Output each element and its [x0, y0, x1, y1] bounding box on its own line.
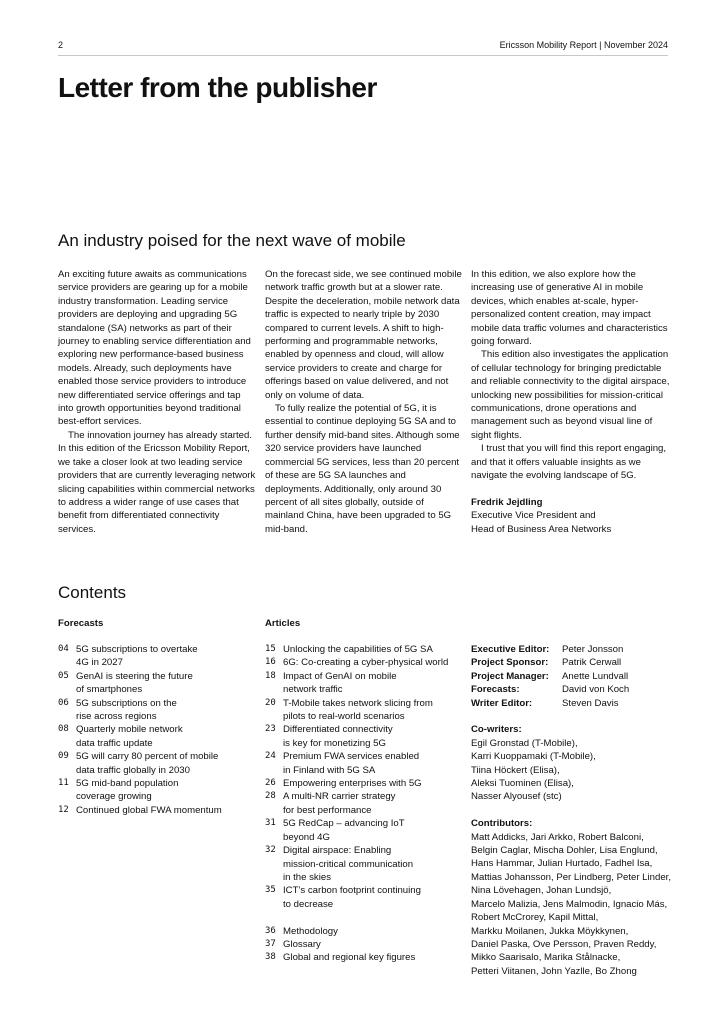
credit-person: Peter Jonsson [562, 644, 624, 655]
credit-role: Writer Editor: [471, 697, 533, 709]
toc-title: A multi-NR carrier strategy for best performance [283, 791, 396, 816]
toc-item[interactable] [265, 925, 448, 938]
letter-subtitle: An industry poised for the next wave of mobile [58, 231, 406, 250]
toc-item[interactable] [265, 697, 448, 724]
toc-title: ICT’s carbon footprint continuing to decrease [283, 885, 421, 910]
page-number: 2 [58, 40, 64, 50]
toc-title: 5G subscriptions on the rise across regions [76, 697, 177, 723]
toc-item[interactable] [265, 670, 448, 697]
credit-row [471, 670, 671, 683]
toc-page-number: 16 [265, 657, 276, 668]
toc-page-number: 05 [58, 670, 69, 681]
toc-page-number: 26 [265, 778, 276, 789]
letter-column-3 [471, 268, 671, 536]
toc-page-number: 09 [58, 751, 69, 762]
toc-title: Unlocking the capabilities of 5G SA [283, 644, 433, 655]
toc-title: Methodology [283, 925, 338, 937]
credit-role: Forecasts: [471, 684, 520, 696]
credit-row [471, 697, 671, 710]
toc-page-number: 38 [265, 952, 276, 963]
credit-role: Executive Editor: [471, 644, 550, 655]
credit-role: Project Sponsor: [471, 657, 549, 669]
toc-title: T-Mobile takes network slicing from pilots to real-world scenarios [283, 697, 433, 723]
toc-item[interactable] [265, 750, 448, 777]
page-title: Letter from the publisher [58, 72, 377, 103]
paragraph: An exciting future awaits as communications service providers are gearing up for a mobile industry transformation. Leading service providers are deploying and upgrading 5G standalone (SA) networks as part of their journey to enabling service differentiation and exploring new performance-based business models. Already, such deployments have enabled those service providers to introduce new differentiated service offerings and tap into growth opportunities beyond traditional best-effort services. [58, 269, 251, 428]
toc-item[interactable] [58, 723, 222, 750]
articles-heading: Articles [265, 618, 301, 629]
toc-page-number: 06 [58, 697, 69, 708]
toc-page-number: 37 [265, 938, 276, 949]
credit-person: David von Koch [562, 684, 630, 696]
toc-title: Differentiated connectivity is key for monetizing 5G [283, 724, 393, 749]
toc-title: Digital airspace: Enabling mission-critical communication in the skies [283, 845, 414, 883]
paragraph: The innovation journey has already started. In this edition of the Ericsson Mobility Report, we take a closer look at two leading service providers that are currently leveraging network slicing capabilities within commercial networks to address a wider range of use cases that benefit from differentiated connectivity services. [58, 429, 256, 535]
toc-title: GenAI is steering the future of smartphones [76, 670, 193, 696]
letter-column-2 [265, 268, 465, 536]
toc-item[interactable] [58, 697, 222, 724]
signature-title: Executive Vice President and Head of Business Area Networks [471, 510, 612, 535]
paragraph: On the forecast side, we see continued mobile network traffic growth but at a slower rate. Despite the deceleration, mobile network data traffic is expected to nearly triple by 2030 compared to current levels. A shift to high-performing and programmable networks, enabled by openness and cloud, will allow service providers to create and charge for offerings based on value delivered, and not only on volume of data. [265, 269, 462, 401]
toc-item[interactable] [58, 750, 222, 777]
toc-page-number: 35 [265, 885, 276, 896]
toc-title: Glossary [283, 938, 321, 950]
toc-item[interactable] [265, 790, 448, 817]
toc-title: 5G subscriptions to overtake 4G in 2027 [76, 644, 198, 669]
toc-item[interactable] [265, 951, 448, 964]
toc-page-number: 11 [58, 778, 69, 789]
toc-title: 6G: Co-creating a cyber-physical world [283, 657, 449, 669]
toc-page-number: 12 [58, 804, 69, 815]
toc-page-number: 31 [265, 818, 276, 829]
toc-item[interactable] [58, 643, 222, 670]
toc-page-number: 18 [265, 670, 276, 681]
toc-item[interactable] [265, 643, 448, 656]
toc-page-number: 23 [265, 724, 276, 735]
paragraph: I trust that you will find this report engaging, and that it offers valuable insights as we navigate the evolving landscape of 5G. [471, 443, 667, 482]
toc-title: Empowering enterprises with 5G [283, 778, 422, 790]
credit-row [471, 656, 671, 669]
header-divider [58, 55, 668, 56]
credit-person: Steven Davis [562, 697, 619, 709]
toc-page-number: 15 [265, 644, 276, 654]
toc-item[interactable] [265, 938, 448, 951]
toc-title: Quarterly mobile network data traffic update [76, 724, 183, 749]
paragraph: In this edition, we also explore how the increasing use of generative AI in mobile devices, which enables at-scale, hyper-personalized content creation, may impact mobile data traffic volumes and characteristics going forward. [471, 269, 668, 348]
articles-list [265, 643, 448, 965]
publication-name: Ericsson Mobility Report | November 2024 [499, 40, 668, 50]
toc-page-number: 32 [265, 845, 276, 856]
contributors-list: Matt Addicks, Jari Arkko, Robert Balconi, Belgin Caglar, Mischa Dohler, Lisa Englund, Hans Hammar, Julian Hurtado, Fadhel Isa, Mattias Johansson, Per Lindberg, Peter Linder, Nina Lövehagen, Johan Lundsjö, Marcelo Malizia, Jens Malmodin, Ignacio Más, Robert McCrorey, Kapil Mittal, Markku Moilanen, Jukka Möykkynen, Daniel Paska, Ove Persson, Praven Reddy, Mikko Saarisalo, Marika Stålnacke, Petteri Viitanen, John Yazlle, Bo Zhong [471, 831, 671, 977]
credit-roles [471, 643, 671, 710]
forecasts-list [58, 643, 222, 817]
toc-page-number: 24 [265, 751, 276, 762]
contributors-heading: Contributors: [471, 818, 533, 830]
letter-column-1 [58, 268, 258, 536]
toc-item[interactable] [58, 670, 222, 697]
credits [471, 643, 671, 978]
cowriters-list: Egil Gronstad (T-Mobile), Karri Kuoppamaki (T-Mobile), Tiina Höckert (Elisa), Aleksi Tuominen (Elisa), Nasser Alyousef (stc) [471, 737, 596, 803]
toc-title: Continued global FWA momentum [76, 804, 222, 816]
paragraph: This edition also investigates the application of cellular technology for bringing predictable and reliable connectivity to the digital airspace, unlocking new possibilities for mission-critical communications, drone operations and management such as beyond visual line of sight flights. [471, 349, 670, 441]
credit-person: Patrik Cerwall [562, 657, 622, 669]
toc-page-number: 36 [265, 925, 276, 936]
toc-page-number: 08 [58, 724, 69, 735]
toc-page-number: 28 [265, 791, 276, 802]
toc-item[interactable] [265, 656, 448, 669]
paragraph: To fully realize the potential of 5G, it is essential to continue deploying 5G SA and to further densify mid-band sites. Although some 320 service providers have launched commercial 5G services, less than 20 percent of these are 5G SA launches and deployments. Additionally, only around 30 percent of all sites globally, outside of mainland China, have been upgraded to 5G mid-band. [265, 403, 460, 535]
toc-item[interactable] [265, 884, 448, 911]
contents-title: Contents [58, 583, 127, 602]
credit-person: Anette Lundvall [562, 670, 629, 682]
toc-item[interactable] [265, 817, 448, 844]
toc-title: Premium FWA services enabled in Finland with 5G SA [283, 751, 420, 776]
signature-name: Fredrik Jejdling [471, 496, 543, 508]
toc-title: 5G RedCap – advancing IoT beyond 4G [283, 818, 405, 843]
toc-page-number: 04 [58, 644, 69, 654]
forecasts-heading: Forecasts [58, 618, 104, 629]
toc-item[interactable] [265, 777, 448, 790]
credit-row [471, 643, 671, 656]
toc-title: Global and regional key figures [283, 952, 416, 964]
toc-item[interactable] [265, 844, 448, 884]
toc-title: 5G will carry 80 percent of mobile data traffic globally in 2030 [76, 751, 219, 776]
toc-page-number: 20 [265, 697, 276, 708]
toc-item[interactable] [58, 777, 222, 804]
toc-item[interactable] [58, 804, 222, 817]
credit-row [471, 683, 671, 696]
cowriters-heading: Co-writers: [471, 724, 522, 736]
toc-item[interactable] [265, 723, 448, 750]
toc-title: 5G mid-band population coverage growing [76, 778, 179, 803]
toc-title: Impact of GenAI on mobile network traffic [283, 670, 397, 696]
credit-role: Project Manager: [471, 670, 549, 682]
